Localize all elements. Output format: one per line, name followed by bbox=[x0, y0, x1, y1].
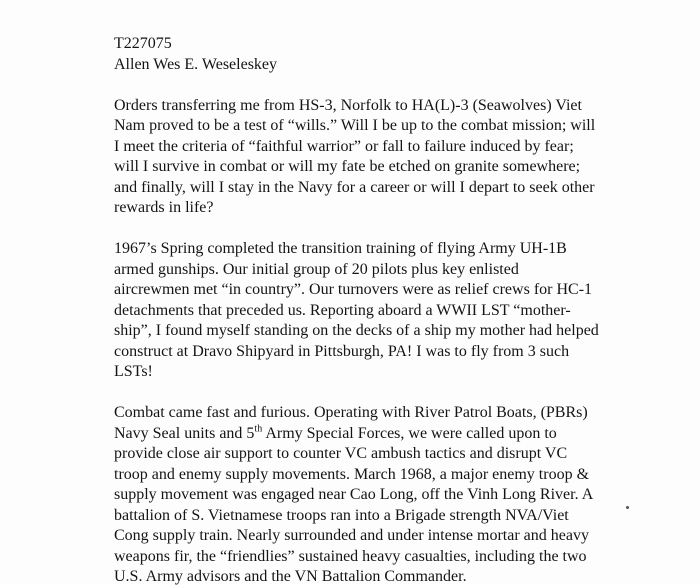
text-line: troop and enemy supply movements. March 1968, a major enemy troop & bbox=[114, 465, 590, 483]
text-line: U.S. Army advisors and the VN Battalion Commander. bbox=[114, 568, 467, 585]
text-line: LSTs! bbox=[114, 363, 153, 380]
paragraph-gap bbox=[114, 383, 674, 404]
text-line: aircrewmen met “in country”. Our turnovers were as relief crews for HC-1 bbox=[114, 281, 593, 298]
paragraph-2 bbox=[114, 239, 674, 383]
text-line: battalion of S. Vietnamese troops ran into a Brigade strength NVA/Viet bbox=[114, 506, 569, 524]
document-body bbox=[114, 34, 674, 588]
text-line: will I survive in combat or will my fate be etched on granite somewhere; bbox=[114, 158, 581, 175]
text-line-with-superscript bbox=[114, 424, 674, 445]
scan-speck bbox=[626, 506, 629, 509]
text-line: provide close air support to counter VC ambush tactics and disrupt VC bbox=[114, 445, 568, 462]
text-line: 1967’s Spring completed the transition training of flying Army UH-1B bbox=[114, 240, 567, 257]
text-line: and finally, will I stay in the Navy for a career or will I depart to seek other bbox=[114, 178, 595, 196]
text-line: detachments that preceded us. Reporting aboard a WWII LST “mother- bbox=[114, 301, 571, 319]
ordinal-superscript: th bbox=[254, 423, 263, 435]
paragraph-gap bbox=[114, 75, 674, 96]
text-line: Combat came fast and furious. Operating with River Patrol Boats, (PBRs) bbox=[114, 404, 588, 421]
paragraph-1 bbox=[114, 96, 674, 219]
author-name: Allen Wes E. Weseleskey bbox=[114, 55, 278, 73]
text-line: ship”, I found myself standing on the decks of a ship my mother had helped bbox=[114, 322, 599, 339]
text-line: I meet the criteria of “faithful warrior” or fall to failure induced by fear; bbox=[114, 137, 574, 155]
text-fragment: Navy Seal units and 5 bbox=[114, 424, 255, 442]
text-line: Nam proved to be a test of “wills.” Will I be up to the combat mission; will bbox=[114, 117, 596, 134]
text-line: construct at Dravo Shipyard in Pittsburgh, PA! I was to fly from 3 such bbox=[114, 342, 570, 360]
text-line: weapons fir, the “friendlies” sustained heavy casualties, including the two bbox=[114, 547, 587, 565]
paragraph-3 bbox=[114, 403, 674, 588]
text-line: Cong supply train. Nearly surrounded and under intense mortar and heavy bbox=[114, 527, 589, 544]
text-line: rewards in life? bbox=[114, 199, 214, 216]
text-fragment: Army Special Forces, we were called upon to bbox=[262, 424, 557, 442]
text-line: supply movement was engaged near Cao Long, off the Vinh Long River. A bbox=[114, 486, 594, 503]
text-line: Orders transferring me from HS-3, Norfolk to HA(L)-3 (Seawolves) Viet bbox=[114, 96, 582, 114]
paragraph-gap bbox=[114, 219, 674, 240]
text-line: armed gunships. Our initial group of 20 pilots plus key enlisted bbox=[114, 260, 519, 278]
document-id: T227075 bbox=[114, 35, 172, 52]
